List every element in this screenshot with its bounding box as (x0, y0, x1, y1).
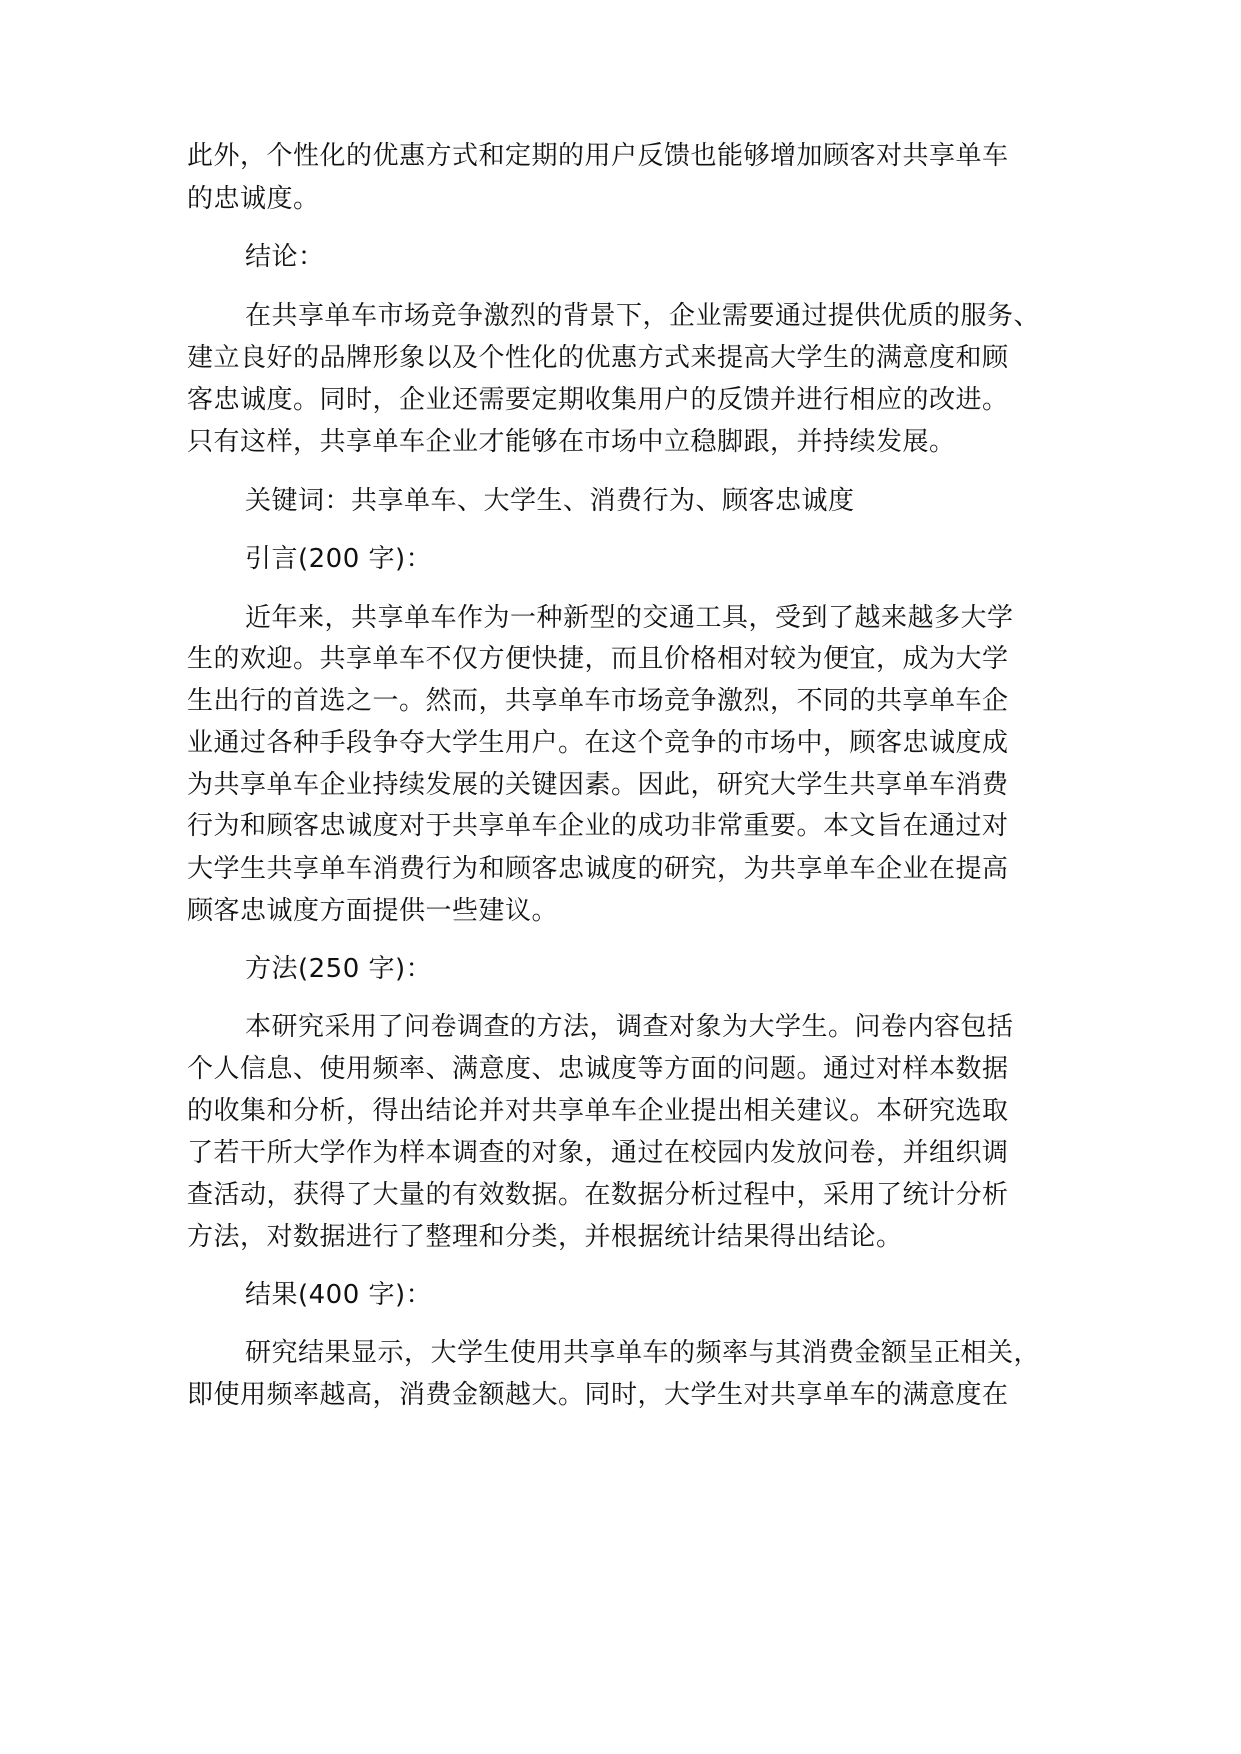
section-heading-conclusion: 结论： (245, 242, 325, 272)
text-line: 近年来，共享单车作为一种新型的交通工具，受到了越来越多大学 (245, 603, 1014, 633)
text-line: 此外，个性化的优惠方式和定期的用户反馈也能够增加顾客对共享单车 (187, 141, 1009, 171)
text-line: 查活动，获得了大量的有效数据。在数据分析过程中，采用了统计分析 (187, 1180, 1009, 1210)
text-line: 行为和顾客忠诚度对于共享单车企业的成功非常重要。本文旨在通过对 (187, 811, 1009, 841)
text-line: 的收集和分析，得出结论并对共享单车企业提出相关建议。本研究选取 (187, 1096, 1009, 1126)
section-heading-results: 结果(400 字)： (245, 1280, 433, 1310)
text-line: 客忠诚度。同时，企业还需要定期收集用户的反馈并进行相应的改进。 (187, 385, 1009, 415)
keywords-line: 关键词：共享单车、大学生、消费行为、顾客忠诚度 (245, 486, 855, 516)
text-line: 只有这样，共享单车企业才能够在市场中立稳脚跟，并持续发展。 (187, 427, 956, 457)
text-line: 顾客忠诚度方面提供一些建议。 (187, 896, 559, 926)
text-line: 大学生共享单车消费行为和顾客忠诚度的研究，为共享单车企业在提高 (187, 854, 1009, 884)
section-heading-method: 方法(250 字)： (245, 954, 433, 984)
text-line: 的忠诚度。 (187, 184, 320, 214)
section-heading-introduction: 引言(200 字)： (245, 544, 433, 574)
text-line: 了若干所大学作为样本调查的对象，通过在校园内发放问卷，并组织调 (187, 1138, 1009, 1168)
text-line: 本研究采用了问卷调查的方法，调查对象为大学生。问卷内容包括 (245, 1012, 1014, 1042)
text-line: 生出行的首选之一。然而，共享单车市场竞争激烈，不同的共享单车企 (187, 686, 1009, 716)
text-line: 业通过各种手段争夺大学生用户。在这个竞争的市场中，顾客忠诚度成 (187, 728, 1009, 758)
text-line: 个人信息、使用频率、满意度、忠诚度等方面的问题。通过对样本数据 (187, 1054, 1009, 1084)
text-line: 在共享单车市场竞争激烈的背景下，企业需要通过提供优质的服务、 (245, 301, 1041, 331)
text-line: 即使用频率越高，消费金额越大。同时，大学生对共享单车的满意度在 (187, 1380, 1009, 1410)
text-line: 研究结果显示，大学生使用共享单车的频率与其消费金额呈正相关， (245, 1338, 1041, 1368)
text-line: 生的欢迎。共享单车不仅方便快捷，而且价格相对较为便宜，成为大学 (187, 644, 1009, 674)
text-line: 建立良好的品牌形象以及个性化的优惠方式来提高大学生的满意度和顾 (187, 343, 1009, 373)
text-line: 为共享单车企业持续发展的关键因素。因此，研究大学生共享单车消费 (187, 770, 1009, 800)
text-line: 方法，对数据进行了整理和分类，并根据统计结果得出结论。 (187, 1222, 903, 1252)
